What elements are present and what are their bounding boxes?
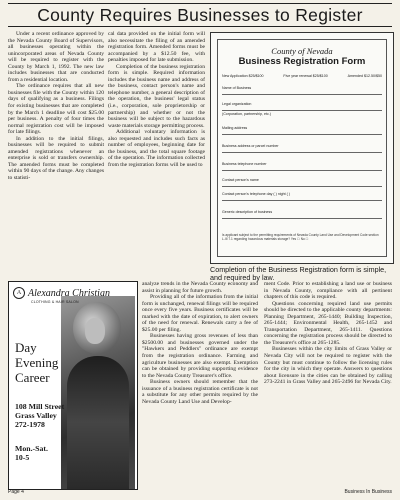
- page-number: Page 4: [8, 489, 24, 495]
- ad-logo: [13, 286, 131, 300]
- paragraph: Completion of the business registration form is simple. Required information includes the business name and address of the business, contact person's name and telephone number, a general description of the operation, the business' legal status (i.e., corporation, sole proprietorship or partnership) and whether or not the business will be subject to the hazardous waste materials storage permitting process.: [108, 63, 205, 129]
- article-column-4: [264, 281, 392, 386]
- form-field: (Corporation, partnership, etc.): [222, 112, 271, 116]
- form-field: Legal organization: [222, 102, 382, 111]
- model-photo: [61, 296, 135, 489]
- form-field: Name of Business: [222, 86, 382, 95]
- ad-headline-line: Evening: [15, 355, 59, 370]
- form-title: Business Registration Form: [238, 56, 366, 67]
- face-shape: [85, 318, 105, 344]
- paragraph: Businesses within the city limits of Grass Valley or Nevada City will not be required to register with the County but must continue to follow the licensing rules for the city in which they operate. Answers to questions about licensure in the cities can be obtained by calling 273-2241 in Grass Valley and 265-2496 for Nevada City.: [264, 346, 392, 386]
- form-field: Mailing address: [222, 126, 382, 135]
- ad-hours-line: Mon.-Sat.: [15, 444, 48, 453]
- article-column-1: [8, 31, 104, 182]
- fee-renewal: Five year renewal $25/$100: [283, 74, 328, 78]
- paragraph: cal data provided on the initial form will also necessitate the filing of an amended registration form. Amended forms must be accompanied by a $12.50 fee, with penalties imposed for late submission.: [108, 31, 205, 64]
- ad-tagline: CLOTHING & HAIR SALON: [31, 300, 79, 304]
- registration-form-image: [210, 32, 394, 264]
- form-field: Generic description of business: [222, 210, 382, 219]
- fee-amended: Amended $12.50/$50: [347, 74, 382, 78]
- paragraph: Businesses having gross revenues of less than $2500.00 and businesses governed under the "Hawkers and Peddlers" ordinance are exempt from the registration ordinance. Farming and agriculture businesses are also exempt. Exemption can be obtained by providing supporting evidence to the Nevada County Treasurer's office.: [142, 333, 258, 379]
- ad-headline-line: Day: [15, 340, 37, 355]
- form-field: Contact person's name: [222, 178, 382, 187]
- paragraph: ment Code. Prior to establishing a land use or business in Nevada County, compliance with all pertinent chapters of this code is required.: [264, 281, 392, 301]
- paragraph: Business owners should remember that the issuance of a business registration certificate is not a substitute for any other permits required by the Nevada County Land Use and Develop-: [142, 379, 258, 405]
- form-fees: [222, 74, 382, 78]
- form-field: Contact person's telephone day ( ) night ( ): [222, 192, 382, 201]
- form-field: Business address or parcel number: [222, 144, 382, 153]
- ad-address-line: 108 Mill Street: [15, 402, 65, 411]
- ad-logo-text: Alexandra Christian: [28, 287, 110, 299]
- form-border: [217, 39, 387, 257]
- article-column-2: [108, 31, 205, 168]
- headline: County Requires Businesses to Register: [8, 3, 392, 27]
- form-county: County of Nevada: [271, 46, 333, 56]
- paragraph: Under a recent ordinance approved by the Nevada County Board of Supervisors, all businesses operating within the unincorporated areas of Nevada County will be required to register with the County by March 1, 1992. The new law includes businesses that are conducted from a residential location.: [8, 31, 104, 83]
- ad-address-line: 272-1978: [15, 420, 45, 429]
- ad-headline: [15, 340, 58, 385]
- form-note: Is applicant subject to the permitting requirements of Nevada County Land Use and Development Code section L-III 7.1 regarding hazardous materials storage? Yes ☐ No ☐: [222, 233, 379, 241]
- paragraph: Providing all of the information from the initial form is unchanged, renewal filings will be required once every five years. Business certificates will be marked with the date of expiration, to alert owners of the need for renewal. Renewals carry a fee of $25.00 per filing.: [142, 294, 258, 333]
- fee-new: New Application $25/$100: [222, 74, 264, 78]
- ad-hours-line: 10-5: [15, 453, 30, 462]
- ad-address-line: Grass Valley: [15, 411, 57, 420]
- paragraph: analyze trends in the Nevada County economy and assist in planning for future growth.: [142, 281, 258, 294]
- form-field: Business telephone number: [222, 162, 382, 171]
- form-caption: Completion of the Business Registration form is simple, and required by law.: [210, 265, 387, 283]
- ad-address: [15, 402, 64, 429]
- article-column-3: [142, 281, 258, 405]
- paragraph: Additional voluntary information is also requested and includes such facts as number of employees, beginning date for the business, and the total square footage of the operation. The information collected from the registration forms will be used to: [108, 129, 205, 168]
- ad-hours: [15, 444, 48, 462]
- ad-headline-line: Career: [15, 370, 50, 385]
- paragraph: In addition to the initial filings, businesses will be required to submit amended registrations whenever an enterprise is sold or transfers ownership. The amended forms must be completed within 90 days of the change. Any changes to statisti-: [8, 135, 105, 182]
- paragraph: The ordinance requires that all new businesses file with the County within 120 days of qualifying as a business. Filings for existing businesses that are completed by the March 1 deadline will cost $25.00 per business. A penalty of four times the normal registration cost will be imposed for late filings.: [8, 83, 104, 136]
- logo-badge-icon: A: [13, 287, 25, 299]
- dress-shape: [67, 356, 129, 489]
- publication-name: Business In Business: [344, 489, 392, 495]
- advertisement: [8, 281, 138, 490]
- paragraph: Questions concerning required land use permits should be directed to the applicable county departments: Planning Department, 265-1440; Building Inspection, 265-1444; Environmental Health, 265-1452 and Transportation Department, 265-1411. Questions concerning the registration process should be directed to the Treasurer's office at 265-1285.: [264, 300, 392, 346]
